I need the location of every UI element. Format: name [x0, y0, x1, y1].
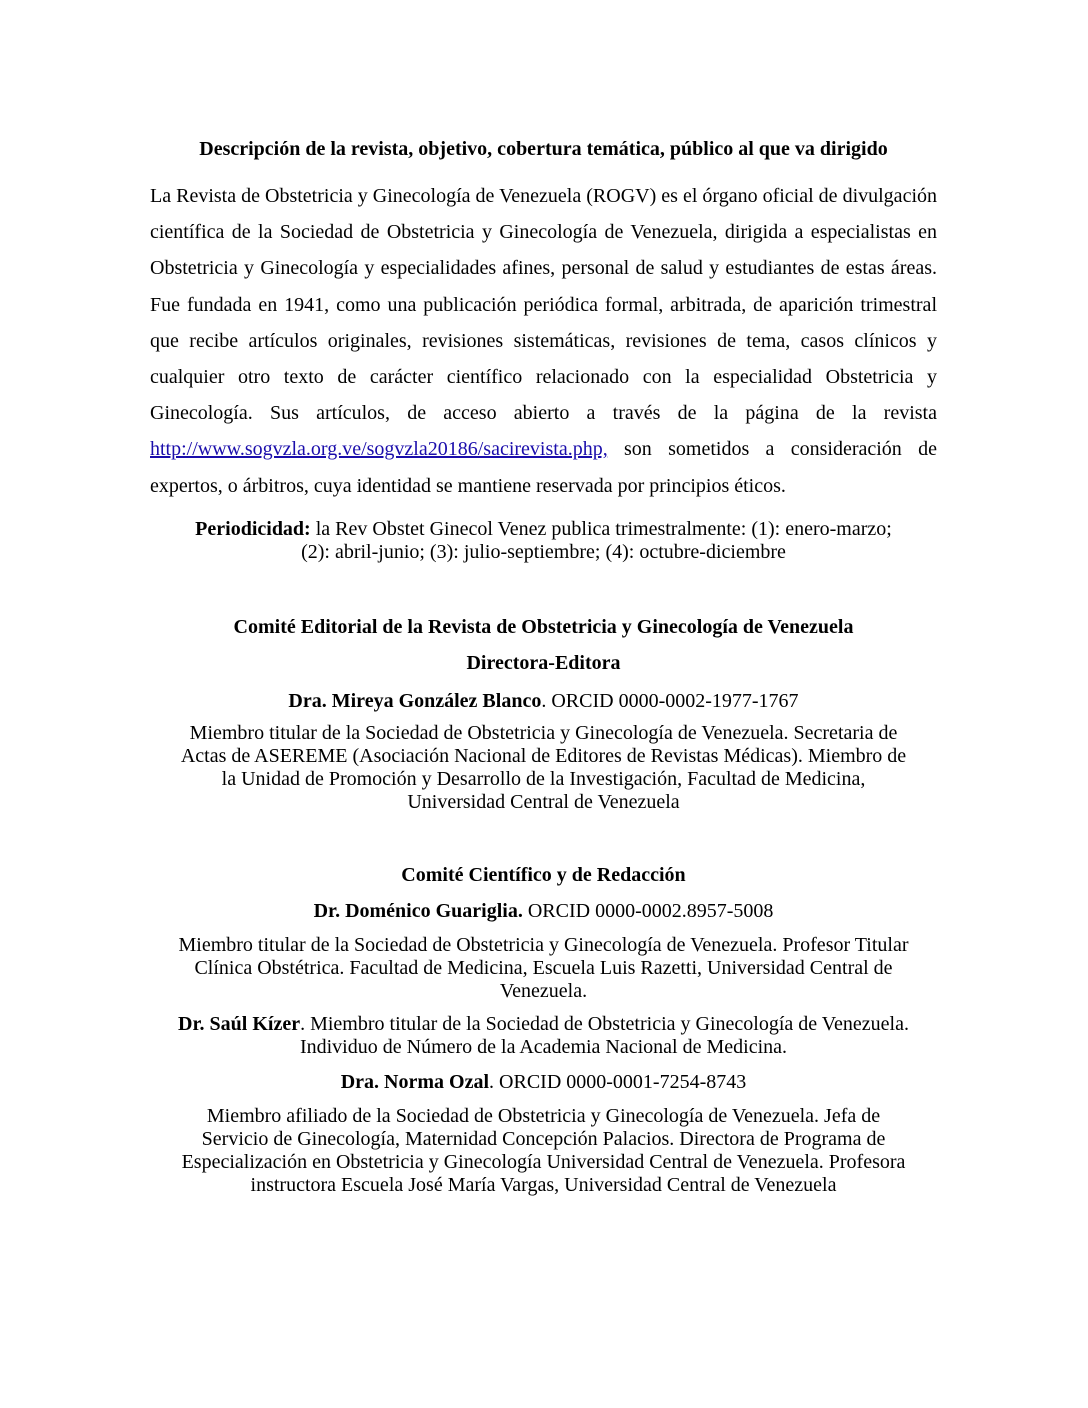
editor-role: Directora-Editora: [466, 651, 621, 674]
member3-bio-line: Miembro afiliado de la Sociedad de Obstetricia y Ginecología de Venezuela. Jefa de: [206, 1104, 881, 1127]
member3-bio: [150, 1105, 937, 1197]
member3-bio-line: Especialización en Obstetricia y Ginecología Universidad Central de Venezuela. Profesora: [181, 1150, 906, 1173]
member1-name: Dr. Doménico Guariglia.: [313, 899, 523, 922]
member2-text-1: . Miembro titular de la Sociedad de Obstetricia y Ginecología de Venezuela.: [300, 1012, 909, 1035]
editorial-section: [150, 612, 937, 814]
editorial-heading: Comité Editorial de la Revista de Obstetricia y Ginecología de Venezuela: [233, 615, 854, 638]
editor-name: Dra. Mireya González Blanco: [288, 689, 542, 712]
periodicity-label: Periodicidad:: [195, 517, 311, 540]
editor-orcid: . ORCID 0000-0002-1977-1767: [541, 689, 799, 712]
member3-bio-line: instructora Escuela José María Vargas, Universidad Central de Venezuela: [250, 1173, 837, 1196]
description-text-end: son sometidos a consideración de expertos, o árbitros, cuya identidad se mantiene reservada por principios éticos.: [150, 438, 937, 497]
description-text-start: La Revista de Obstetricia y Ginecología de Venezuela (ROGV) es el órgano oficial de divulgación científica de la Sociedad de Obstetricia y Ginecología de Venezuela, dirigida a especialistas en Obstetricia y Ginecología y especialidades afines, personal de salud y estudiantes de estas áreas. Fue fundada en 1941, como una publicación periódica formal, arbitrada, de aparición trimestral que recibe artículos originales, revisiones sistemáticas, revisiones de tema, casos clínicos y cualquier otro texto de carácter científico relacionado con la especialidad Obstetricia y Ginecología. Sus artículos, de acceso abierto a través de la página de la revista: [150, 185, 937, 425]
editor-name-line: [150, 686, 937, 716]
member2-line-2: Individuo de Número de la Academia Nacional de Medicina.: [299, 1035, 788, 1058]
member1-bio-line: Clínica Obstétrica. Facultad de Medicina, Escuela Luis Razetti, Universidad Central de: [194, 956, 893, 979]
editor-bio-line: Actas de ASEREME (Asociación Nacional de Editores de Revistas Médicas). Miembro de: [180, 744, 907, 767]
editor-bio-line: la Unidad de Promoción y Desarrollo de la Investigación, Facultad de Medicina,: [221, 767, 866, 790]
member2-name: Dr. Saúl Kízer: [178, 1012, 301, 1035]
periodicity-text-1: la Rev Obstet Ginecol Venez publica trimestralmente: (1): enero-marzo;: [310, 517, 892, 540]
member3-orcid: . ORCID 0000-0001-7254-8743: [489, 1070, 747, 1093]
editor-bio-line: Universidad Central de Venezuela: [407, 790, 680, 813]
member3-name: Dra. Norma Ozal: [340, 1070, 490, 1093]
member1-bio: [150, 934, 937, 1003]
journal-link[interactable]: http://www.sogvzla.org.ve/sogvzla20186/sacirevista.php,: [150, 438, 608, 461]
description-paragraph: [150, 178, 937, 504]
periodicity-block: [150, 518, 937, 564]
periodicity-line-1: [150, 518, 937, 541]
member2-block: [150, 1013, 937, 1059]
member3-name-line: [150, 1067, 937, 1097]
editor-bio: [150, 722, 937, 814]
document-page: [150, 134, 937, 1197]
member3-bio-line: Servicio de Ginecología, Maternidad Concepción Palacios. Directora de Programa de: [201, 1127, 886, 1150]
editor-bio-line: Miembro titular de la Sociedad de Obstetricia y Ginecología de Venezuela. Secretaria de: [189, 721, 898, 744]
scientific-heading: Comité Científico y de Redacción: [401, 863, 686, 886]
member2-line-1: [150, 1013, 937, 1036]
member1-orcid: ORCID 0000-0002.8957-5008: [522, 899, 774, 922]
scientific-section: [150, 860, 937, 1197]
member1-name-line: [150, 896, 937, 926]
periodicity-line-2: (2): abril-junio; (3): julio-septiembre; (4): octubre-diciembre: [301, 540, 786, 563]
member1-bio-line: Venezuela.: [499, 979, 588, 1002]
member1-bio-line: Miembro titular de la Sociedad de Obstetricia y Ginecología de Venezuela. Profesor Titular: [178, 933, 909, 956]
description-heading: Descripción de la revista, objetivo, cobertura temática, público al que va dirigido: [199, 138, 888, 160]
